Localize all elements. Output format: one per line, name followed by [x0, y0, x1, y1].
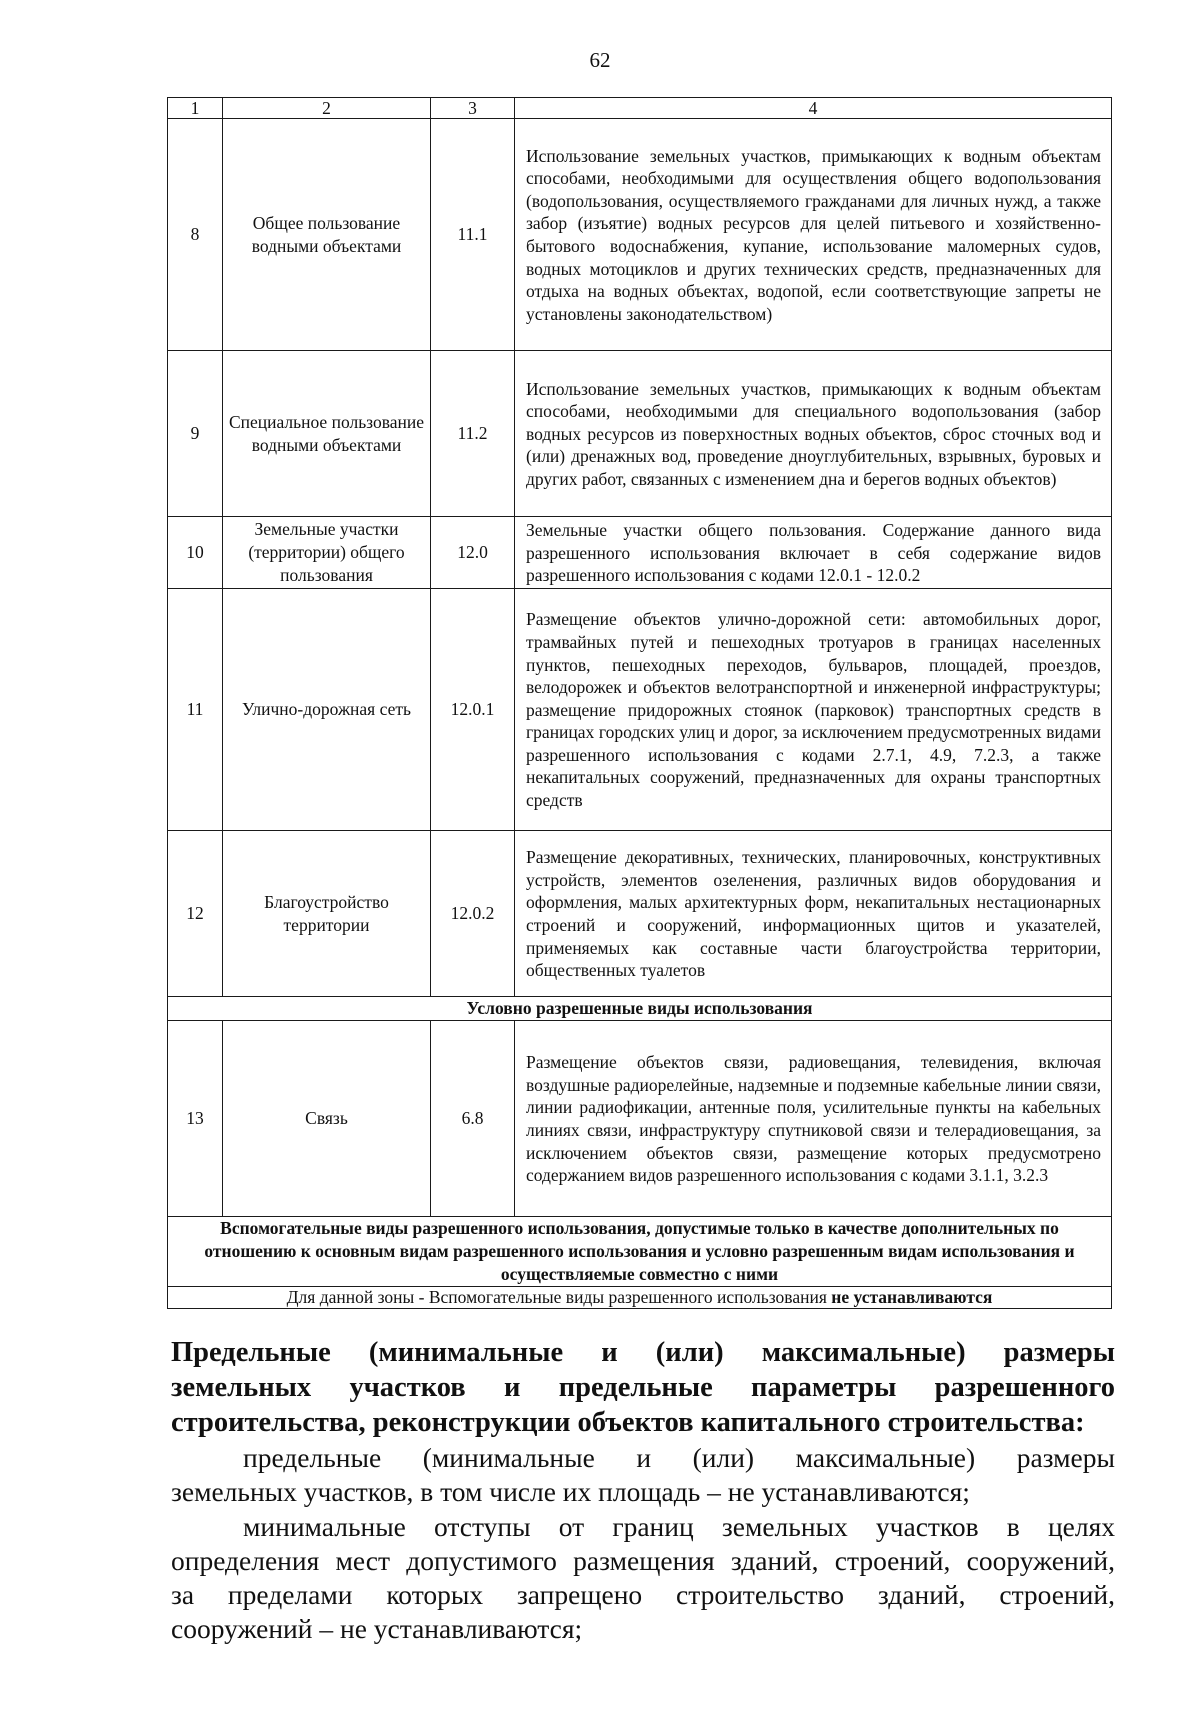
row-description: Размещение объектов улично-дорожной сети: автомобильных дорог, трамвайных путей и пешеходных тротуаров в границах населенных пунктов, пешеходных переходов, бульваров, площадей, проездов, велодорожек и объектов велотранспортной и инженерной инфраструктуры; размещение придорожных стоянок (парковок) транспортных средств в границах городских улиц и дорог, за исключением предусмотренных видами разрешенного использования с кодами 2.7.1, 4.9, 7.2.3, а также некапитальных сооружений, предназначенных для охраны транспортных средств — [515, 589, 1112, 831]
row-description: Использование земельных участков, примыкающих к водным объектам способами, необходимыми для осуществления общего водопользования (водопользования, осуществляемого гражданами для личных нужд, а также забор (изъятие) водных ресурсов для целей питьевого и хозяйственно-бытового водоснабжения, купание, использование маломерных судов, водных мотоциклов и других технических средств, предназначенных для отдыха на водных объектах, водопой, если соответствующие запреты не установлены законодательством) — [515, 119, 1112, 351]
row-number: 9 — [168, 351, 223, 517]
table-footer-row — [168, 1287, 1112, 1309]
heading-line: Предельные (минимальные и (или) максимальные) размеры — [171, 1337, 1115, 1368]
page-number: 62 — [589, 48, 611, 72]
paragraph-line: за пределами которых запрещено строительство зданий, строений, — [171, 1579, 1115, 1610]
auxiliary-heading: Вспомогательные виды разрешенного использования, допустимые только в качестве дополнительных по отношению к основным видам разрешенного использования и условно разрешенным видам использования и осуществляемые совместно с ними — [168, 1217, 1112, 1287]
footer-text: Для данной зоны - Вспомогательные виды разрешенного использования — [286, 1287, 832, 1307]
row-number: 8 — [168, 119, 223, 351]
row-number: 12 — [168, 831, 223, 997]
row-name: Общее пользование водными объектами — [223, 119, 431, 351]
land-use-table — [167, 97, 1112, 1309]
paragraph-line: минимальные отступы от границ земельных участков в целях — [243, 1511, 1115, 1542]
table-row — [168, 517, 1112, 589]
footer-cell — [168, 1287, 1112, 1309]
row-description: Использование земельных участков, примыкающих к водным объектам способами, необходимыми для специального водопользования (забор водных ресурсов из поверхностных водных объектов, сброс сточных вод и (или) дренажных вод, проведение дноуглубительных, взрывных, буровых и других работ, связанных с изменением дна и берегов водных объектов) — [515, 351, 1112, 517]
heading-line: строительства, реконструкции объектов капитального строительства: — [171, 1407, 1085, 1438]
paragraph-line: предельные (минимальные и (или) максимальные) размеры — [243, 1442, 1115, 1473]
paragraph-line: определения мест допустимого размещения зданий, строений, сооружений, — [171, 1545, 1115, 1576]
auxiliary-section-row — [168, 1217, 1112, 1287]
table-row — [168, 351, 1112, 517]
paragraph-setbacks — [171, 1510, 1115, 1646]
row-description: Земельные участки общего пользования. Содержание данного вида разрешенного использования включает в себя содержание видов разрешенного использования с кодами 12.0.1 - 12.0.2 — [515, 517, 1112, 589]
header-col-4: 4 — [515, 98, 1112, 119]
paragraph-line: сооружений – не устанавливаются; — [171, 1613, 583, 1644]
paragraph-line: земельных участков, в том числе их площадь – не устанавливаются; — [171, 1476, 970, 1507]
row-description: Размещение декоративных, технических, планировочных, конструктивных устройств, элементов озеленения, различных видов оборудования и оформления, малых архитектурных форм, некапитальных нестационарных строений и сооружений, информационных щитов и указателей, применяемых как составные части благоустройства территории, общественных туалетов — [515, 831, 1112, 997]
header-col-3: 3 — [431, 98, 515, 119]
table-row — [168, 119, 1112, 351]
row-code: 12.0.1 — [431, 589, 515, 831]
row-number: 11 — [168, 589, 223, 831]
row-code: 12.0 — [431, 517, 515, 589]
table-header-row — [168, 98, 1112, 119]
heading-line: земельных участков и предельные параметры разрешенного — [171, 1372, 1115, 1403]
section-heading — [171, 1335, 1115, 1440]
footer-bold-text: не устанавливаются — [831, 1287, 993, 1307]
row-name: Связь — [223, 1021, 431, 1217]
row-name: Специальное пользование водными объектами — [223, 351, 431, 517]
header-col-1: 1 — [168, 98, 223, 119]
header-col-2: 2 — [223, 98, 431, 119]
paragraph-plot-sizes — [171, 1441, 1115, 1509]
conditional-heading: Условно разрешенные виды использования — [168, 997, 1112, 1021]
row-name: Улично-дорожная сеть — [223, 589, 431, 831]
table-row — [168, 589, 1112, 831]
row-code: 11.1 — [431, 119, 515, 351]
row-code: 6.8 — [431, 1021, 515, 1217]
row-number: 13 — [168, 1021, 223, 1217]
row-number: 10 — [168, 517, 223, 589]
row-code: 12.0.2 — [431, 831, 515, 997]
conditional-section-row — [168, 997, 1112, 1021]
row-code: 11.2 — [431, 351, 515, 517]
table-row — [168, 1021, 1112, 1217]
row-name: Благоустройство территории — [223, 831, 431, 997]
row-description: Размещение объектов связи, радиовещания, телевидения, включая воздушные радиорелейные, надземные и подземные кабельные линии связи, линии радиофикации, антенные поля, усилительные пункты на кабельных линиях связи, инфраструктуру спутниковой связи и телерадиовещания, за исключением объектов связи, размещение которых предусмотрено содержанием видов разрешенного использования с кодами 3.1.1, 3.2.3 — [515, 1021, 1112, 1217]
row-name: Земельные участки (территории) общего пользования — [223, 517, 431, 589]
table-row — [168, 831, 1112, 997]
